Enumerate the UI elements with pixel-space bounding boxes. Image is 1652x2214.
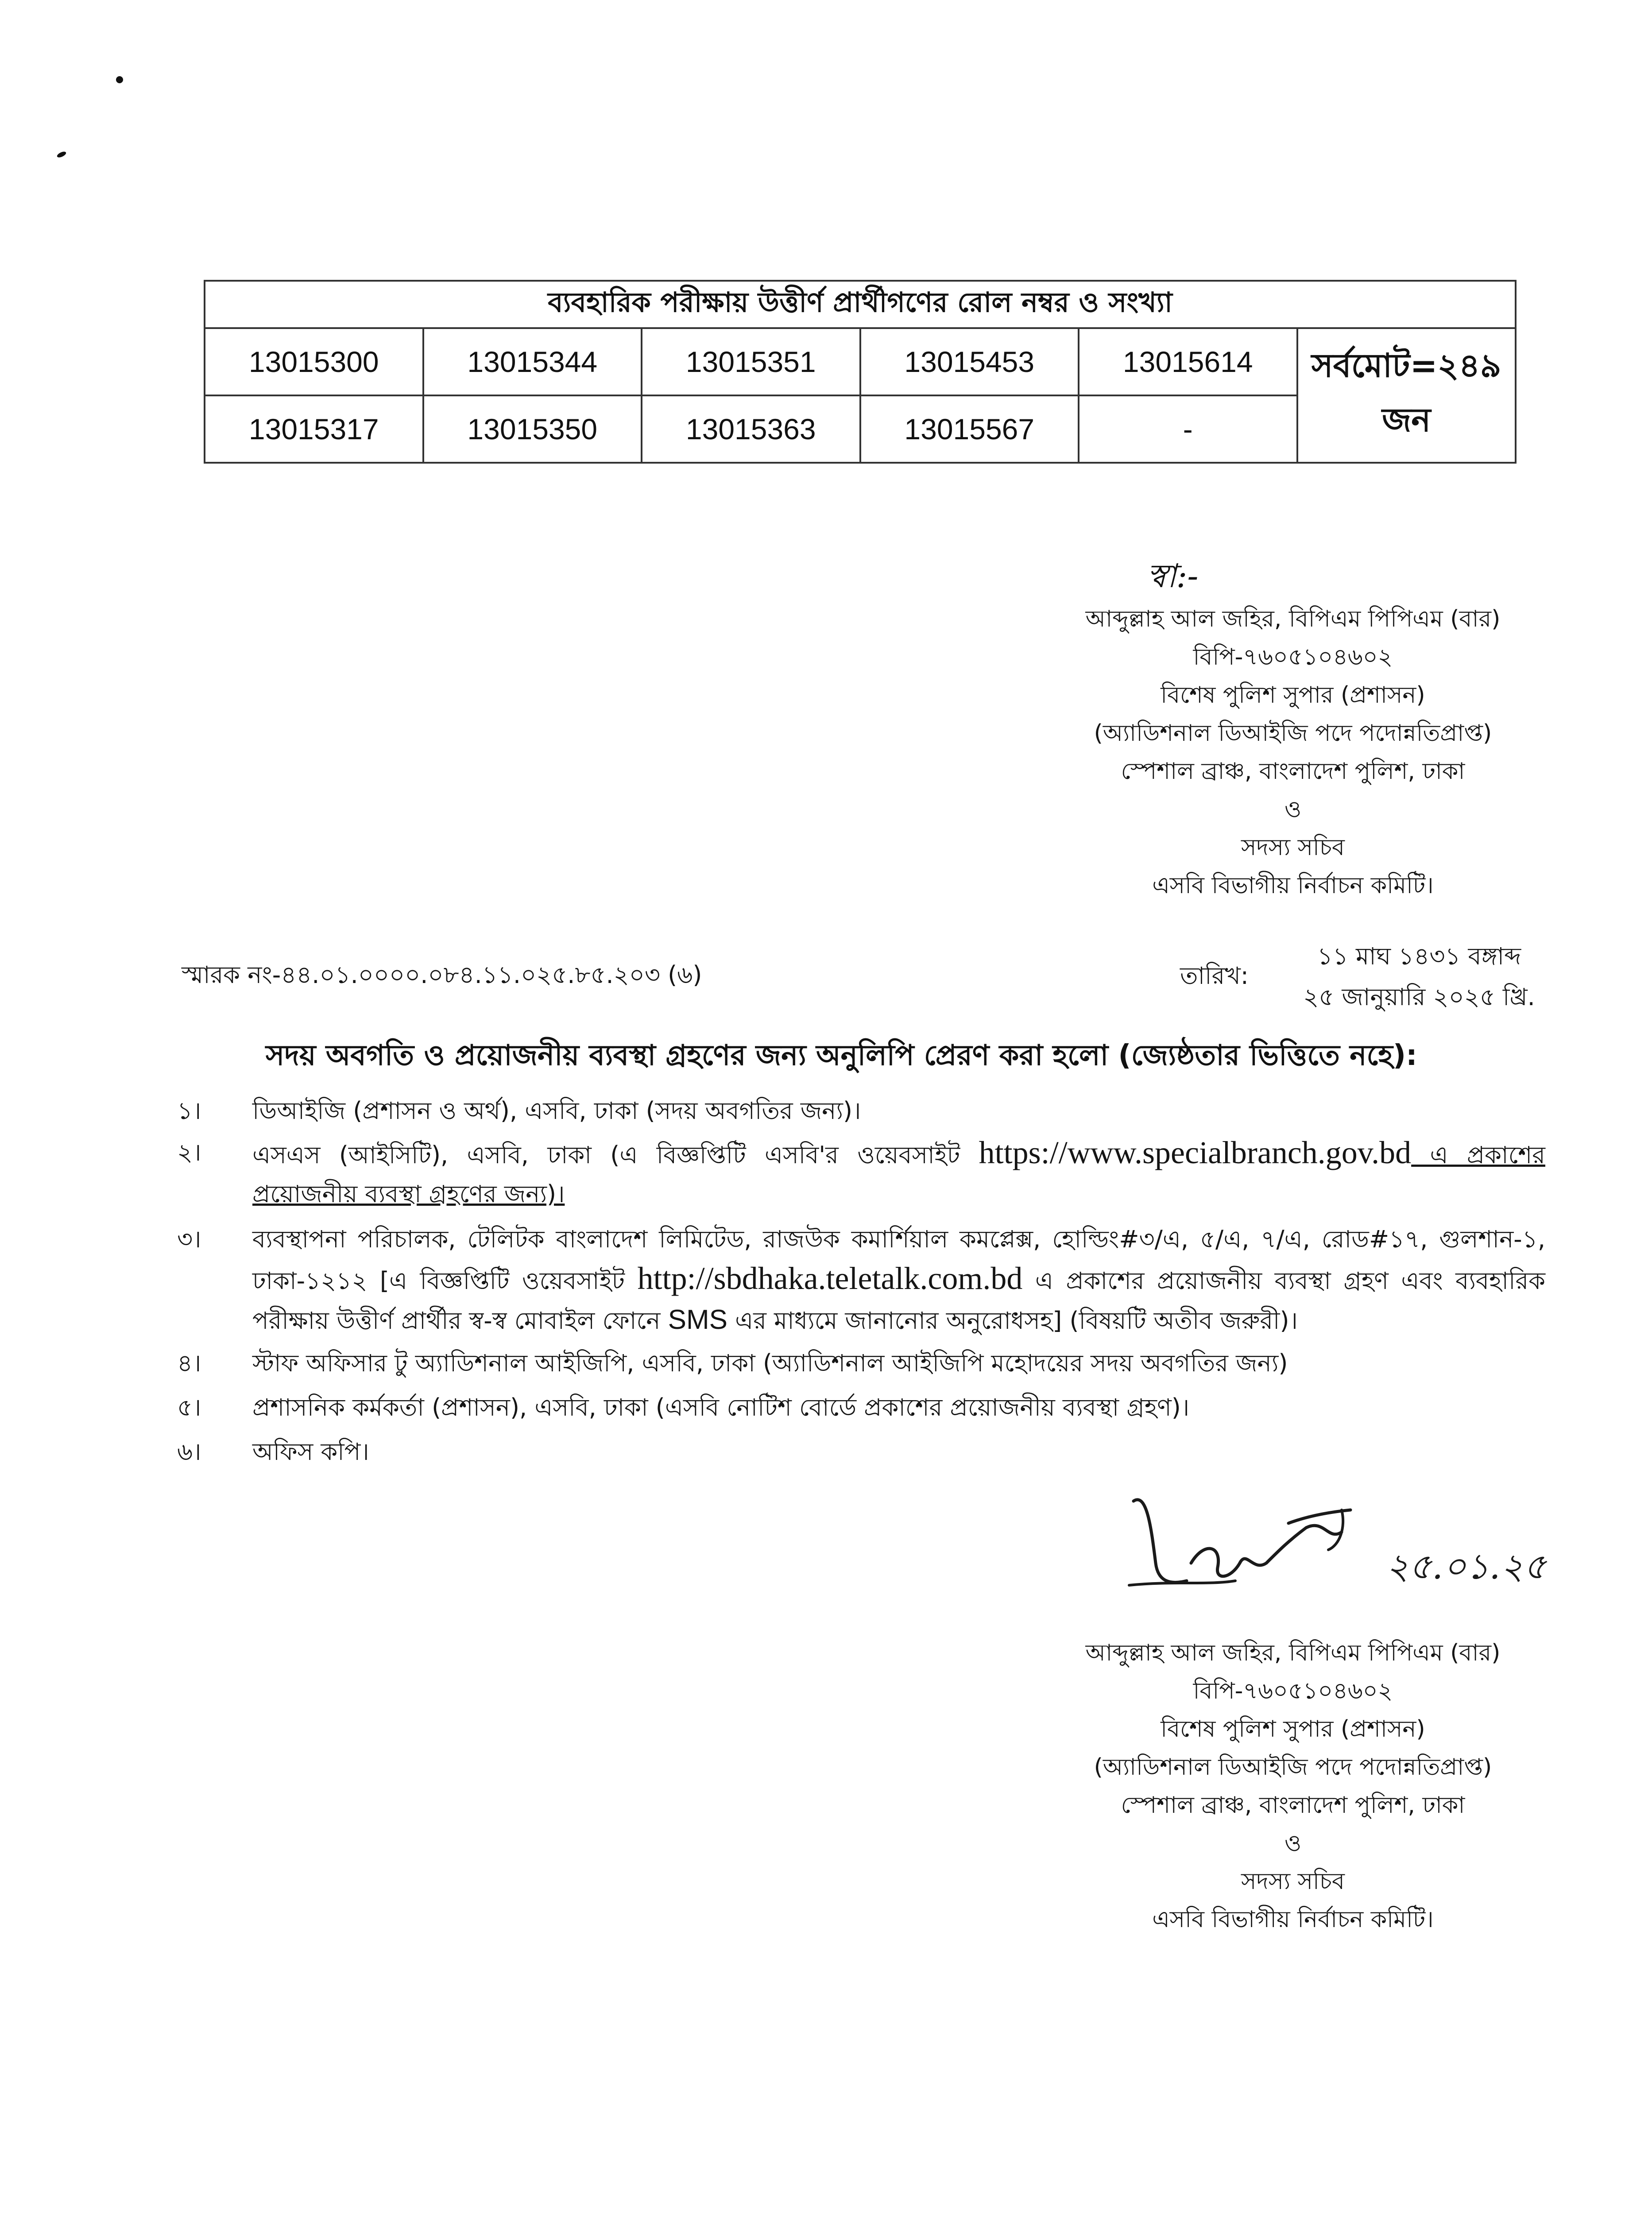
list-item bbox=[177, 1092, 1545, 1130]
item-number: ৫। bbox=[177, 1393, 201, 1421]
item-text-part: এ প্রকাশের প্রয়োজনীয় ব্যবস্থা গ্রহণের জন্য)। bbox=[252, 1141, 1545, 1208]
item-text: ডিআইজি (প্রশাসন ও অর্থ), এসবি, ঢাকা (সদয় অবগতির জন্য)। bbox=[252, 1097, 861, 1125]
roll-cell: 13015351 bbox=[642, 328, 860, 395]
total-count: সর্বমোট=২৪৯ জন bbox=[1297, 328, 1516, 463]
roll-number-table bbox=[204, 280, 1517, 464]
item-number: ২। bbox=[177, 1138, 201, 1166]
date-label: তারিখ: bbox=[1180, 962, 1249, 990]
signature-block-1 bbox=[1005, 600, 1581, 905]
item-number: ৬। bbox=[177, 1438, 201, 1466]
roll-cell: - bbox=[1079, 395, 1297, 463]
roll-cell: 13015614 bbox=[1079, 328, 1297, 395]
list-item bbox=[177, 1344, 1545, 1383]
item-text: স্টাফ অফিসার টু অ্যাডিশনাল আইজিপি, এসবি, ঢাকা (অ্যাডিশনাল আইজিপি মহোদয়ের সদয় অবগতির জন্য) bbox=[252, 1349, 1288, 1377]
signatory-designation: বিশেষ পুলিশ সুপার (প্রশাসন) bbox=[1161, 682, 1425, 708]
signatory-and: ও bbox=[1284, 1830, 1302, 1857]
signatory-and: ও bbox=[1284, 796, 1302, 823]
memo-number: স্মারক নং-৪৪.০১.০০০০.০৮৪.১১.০২৫.৮৫.২০৩ (৬) bbox=[182, 961, 702, 989]
signatory-role: সদস্য সচিব bbox=[1241, 1868, 1345, 1895]
table-header: ব্যবহারিক পরীক্ষায় উত্তীর্ণ প্রার্থীগণের রোল নম্বর ও সংখ্যা bbox=[205, 281, 1516, 328]
signatory-role: সদস্য সচিব bbox=[1241, 834, 1345, 861]
signatory-promotion: (অ্যাডিশনাল ডিআইজি পদে পদোন্নতিপ্রাপ্ত) bbox=[1094, 1754, 1492, 1780]
list-item bbox=[177, 1388, 1545, 1427]
list-item bbox=[177, 1133, 1545, 1214]
roll-cell: 13015300 bbox=[205, 328, 423, 395]
website-link[interactable]: https://www.specialbranch.gov.bd bbox=[979, 1135, 1412, 1170]
signatory-designation: বিশেষ পুলিশ সুপার (প্রশাসন) bbox=[1161, 1716, 1425, 1742]
signatory-name: আব্দুল্লাহ আল জহির, বিপিএম পিপিএম (বার) bbox=[1085, 606, 1501, 632]
signatory-name: আব্দুল্লাহ আল জহির, বিপিএম পিপিএম (বার) bbox=[1085, 1640, 1501, 1666]
stray-mark bbox=[116, 76, 123, 83]
item-number: ৩। bbox=[177, 1225, 201, 1253]
item-text bbox=[252, 1133, 1545, 1214]
date-english: ২৫ জানুয়ারি ২০২৫ খ্রি. bbox=[1303, 983, 1535, 1011]
signatory-promotion: (অ্যাডিশনাল ডিআইজি পদে পদোন্নতিপ্রাপ্ত) bbox=[1094, 720, 1492, 747]
item-text bbox=[252, 1220, 1545, 1340]
roll-cell: 13015350 bbox=[423, 395, 642, 463]
item-number: ৪। bbox=[177, 1349, 201, 1377]
table-header-row bbox=[205, 281, 1516, 328]
signatory-committee: এসবি বিভাগীয় নির্বাচন কমিটি। bbox=[1152, 1906, 1434, 1933]
roll-cell: 13015363 bbox=[642, 395, 860, 463]
handwritten-signature bbox=[1120, 1475, 1567, 1616]
copy-list bbox=[177, 1092, 1545, 1471]
signatory-office: স্পেশাল ব্রাঞ্চ, বাংলাদেশ পুলিশ, ঢাকা bbox=[1121, 758, 1465, 785]
roll-cell: 13015453 bbox=[860, 328, 1079, 395]
roll-cell: 13015344 bbox=[423, 328, 642, 395]
website-link[interactable]: http://sbdhaka.teletalk.com.bd bbox=[637, 1261, 1023, 1296]
list-item bbox=[177, 1220, 1545, 1340]
sms-text: SMS bbox=[668, 1304, 728, 1335]
item-text: অফিস কপি। bbox=[252, 1438, 369, 1466]
signatory-bp-number: বিপি-৭৬০৫১০৪৬০২ bbox=[1193, 1678, 1393, 1704]
stray-mark bbox=[56, 151, 67, 159]
roll-cell: 13015317 bbox=[205, 395, 423, 463]
copy-heading: সদয় অবগতি ও প্রয়োজনীয় ব্যবস্থা গ্রহণের জন্য অনুলিপি প্রেরণ করা হলো (জ্যেষ্ঠতার ভিত্তিতে নহে): bbox=[266, 1039, 1417, 1072]
item-text-part: এসএস (আইসিটি), এসবি, ঢাকা (এ বিজ্ঞপ্তিটি এসবি'র ওয়েবসাইট bbox=[252, 1141, 979, 1169]
item-text: প্রশাসনিক কর্মকর্তা (প্রশাসন), এসবি, ঢাকা (এসবি নোটিশ বোর্ডে প্রকাশের প্রয়োজনীয় ব্যবস্থা গ্রহণ)। bbox=[252, 1393, 1190, 1421]
table-row bbox=[205, 328, 1516, 395]
item-text-part: এর মাধ্যমে জানানোর অনুরোধসহ] (বিষয়টি অতীব জরুরী)। bbox=[727, 1307, 1298, 1335]
item-text-part: ব্যবস্থাপনা পরিচালক, টেলিটক বাংলাদেশ লিমিটেড, রাজউক কমার্শিয়াল কমপ্লেক্স, হোল্ডিং#৩/এ, ৫/এ, ৭/এ, রোড#১৭, গুলশান-১, ঢাকা-১২১২ [এ বিজ্ঞপ্তিটি ওয়েবসাইট bbox=[252, 1225, 1545, 1295]
item-number: ১। bbox=[177, 1097, 201, 1125]
signatory-bp-number: বিপি-৭৬০৫১০৪৬০২ bbox=[1193, 644, 1393, 670]
signed-mark: স্বা:- bbox=[1147, 557, 1199, 595]
item-text-part: এ প্রকাশের প্রয়োজনীয় ব্যবস্থা গ্রহণ এবং ব্যবহারিক পরীক্ষায় উত্তীর্ণ প্রার্থীর স্ব-স্ব মোবাইল ফোনে bbox=[252, 1267, 1546, 1335]
signatory-committee: এসবি বিভাগীয় নির্বাচন কমিটি। bbox=[1152, 872, 1434, 899]
date-bangla: ১১ মাঘ ১৪৩১ বঙ্গাব্দ bbox=[1317, 942, 1521, 970]
list-item bbox=[177, 1432, 1545, 1471]
roll-cell: 13015567 bbox=[860, 395, 1079, 463]
signatory-office: স্পেশাল ব্রাঞ্চ, বাংলাদেশ পুলিশ, ঢাকা bbox=[1121, 1792, 1465, 1819]
signature-block-2 bbox=[1005, 1634, 1581, 1939]
signature-date: ২৫.০১.২৫ bbox=[1386, 1546, 1547, 1587]
